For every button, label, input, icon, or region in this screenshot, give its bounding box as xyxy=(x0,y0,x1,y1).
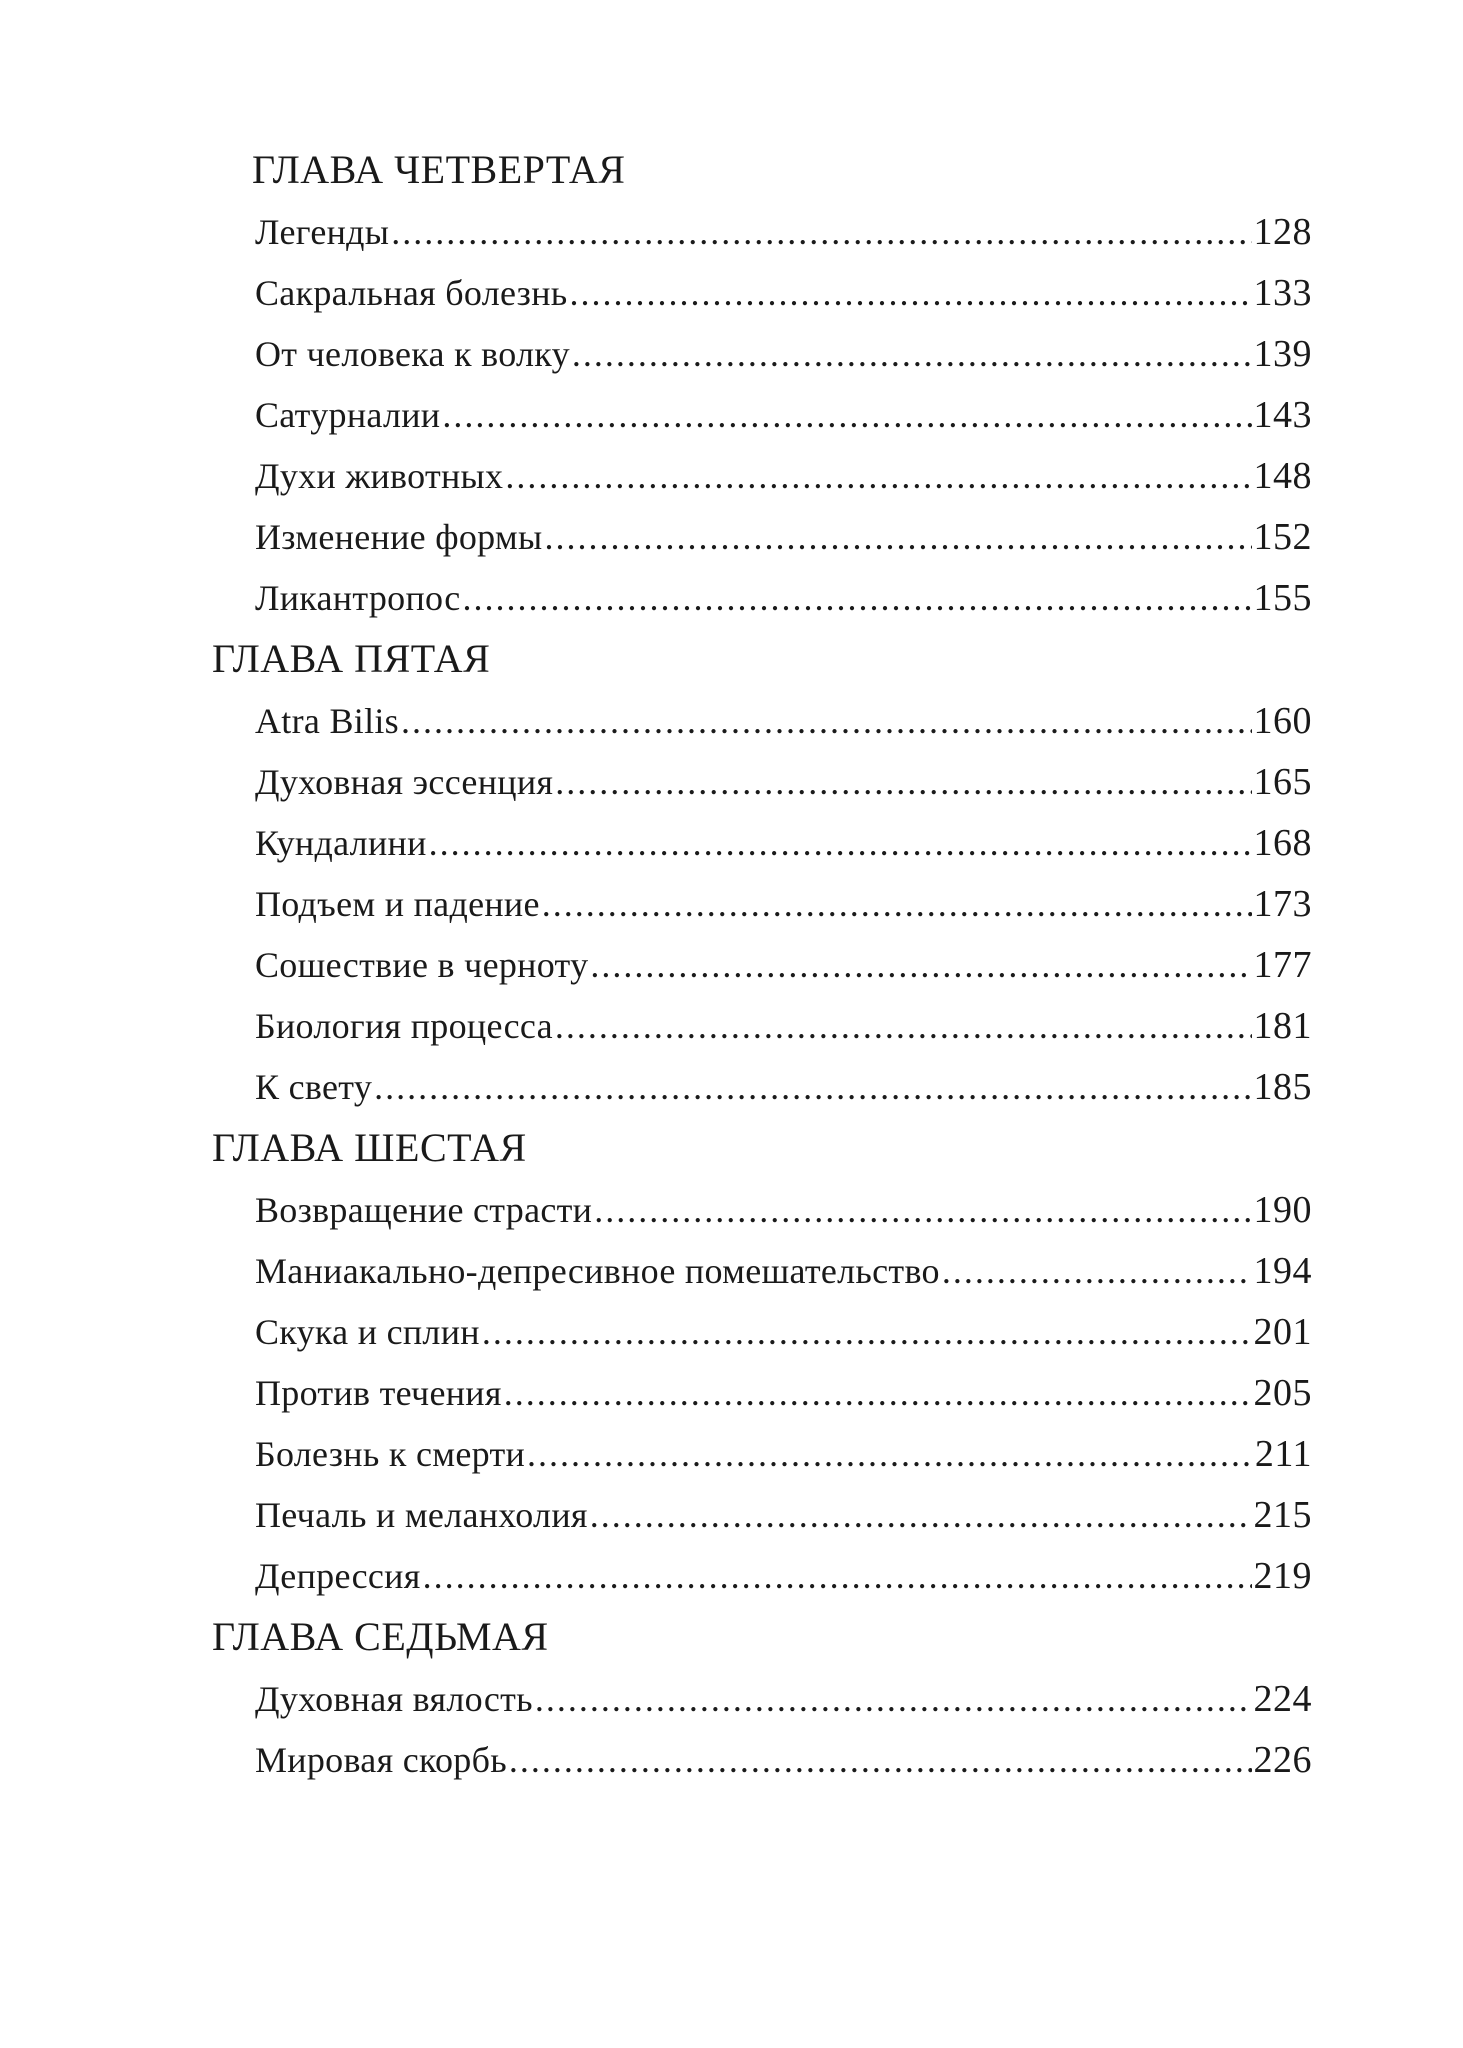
entry-title: Изменение формы xyxy=(255,517,543,557)
toc-entry xyxy=(212,945,1312,985)
entry-title: Кундалини xyxy=(255,823,427,863)
toc-entry xyxy=(212,456,1312,496)
entry-title: Духовная вялость xyxy=(255,1679,533,1719)
toc-entry xyxy=(212,395,1312,435)
entry-page-number: 219 xyxy=(1253,1555,1312,1597)
toc-entry xyxy=(212,273,1312,313)
entry-title: Против течения xyxy=(255,1373,502,1413)
dot-leader xyxy=(942,1251,1252,1291)
entry-page-number: 173 xyxy=(1253,883,1312,925)
entry-title: Биология процесса xyxy=(255,1006,553,1046)
toc-entry xyxy=(212,1434,1312,1474)
dot-leader xyxy=(594,1190,1251,1230)
entry-title: Возвращение страсти xyxy=(255,1190,593,1230)
entry-page-number: 226 xyxy=(1253,1739,1312,1781)
dot-leader xyxy=(505,456,1251,496)
dot-leader xyxy=(391,212,1251,252)
table-of-contents xyxy=(212,147,1312,1801)
chapter-heading: ГЛАВА ШЕСТАЯ xyxy=(212,1125,527,1170)
entry-page-number: 143 xyxy=(1253,394,1312,436)
entry-page-number: 128 xyxy=(1253,211,1312,253)
entry-title: Легенды xyxy=(255,212,390,252)
entry-title: Скука и сплин xyxy=(255,1312,480,1352)
entry-title: Ликантропос xyxy=(255,578,461,618)
dot-leader xyxy=(555,1006,1252,1046)
dot-leader xyxy=(572,334,1252,374)
toc-entry xyxy=(212,762,1312,802)
entry-page-number: 211 xyxy=(1254,1433,1312,1475)
entry-page-number: 177 xyxy=(1253,944,1312,986)
toc-entry xyxy=(212,1312,1312,1352)
dot-leader xyxy=(429,823,1252,863)
toc-entry xyxy=(212,1740,1312,1780)
toc-entry xyxy=(212,334,1312,374)
entry-title: Депрессия xyxy=(255,1556,421,1596)
entry-title: Сакральная болезнь xyxy=(255,273,568,313)
entry-page-number: 139 xyxy=(1253,333,1312,375)
chapter-heading: ГЛАВА ЧЕТВЕРТАЯ xyxy=(252,147,626,192)
chapter-5 xyxy=(212,636,1312,1108)
dot-leader xyxy=(544,517,1251,557)
entry-page-number: 201 xyxy=(1253,1311,1312,1353)
entry-page-number: 215 xyxy=(1253,1494,1312,1536)
dot-leader xyxy=(590,1495,1252,1535)
entry-page-number: 133 xyxy=(1253,272,1312,314)
entry-page-number: 160 xyxy=(1253,700,1312,742)
dot-leader xyxy=(504,1373,1252,1413)
toc-entry xyxy=(212,1067,1312,1107)
chapter-7 xyxy=(212,1614,1312,1781)
dot-leader xyxy=(462,578,1251,618)
entry-title: Маниакально-депресивное помешательство xyxy=(255,1251,940,1291)
toc-entry xyxy=(212,701,1312,741)
entry-page-number: 190 xyxy=(1253,1189,1312,1231)
entry-page-number: 155 xyxy=(1253,577,1312,619)
toc-entry xyxy=(212,1373,1312,1413)
toc-entry xyxy=(212,517,1312,557)
dot-leader xyxy=(401,701,1252,741)
dot-leader xyxy=(570,273,1252,313)
dot-leader xyxy=(590,945,1251,985)
chapter-heading: ГЛАВА СЕДЬМАЯ xyxy=(212,1614,549,1659)
entry-page-number: 152 xyxy=(1253,516,1312,558)
dot-leader xyxy=(509,1740,1252,1780)
dot-leader xyxy=(423,1556,1252,1596)
entry-title: Сошествие в черноту xyxy=(255,945,589,985)
entry-page-number: 165 xyxy=(1253,761,1312,803)
toc-entry xyxy=(212,1251,1312,1291)
entry-title: Духовная эссенция xyxy=(255,762,554,802)
entry-title: Печаль и меланхолия xyxy=(255,1495,588,1535)
entry-title: К свету xyxy=(255,1067,373,1107)
entry-title: Болезнь к смерти xyxy=(255,1434,526,1474)
entry-title: Мировая скорбь xyxy=(255,1740,507,1780)
entry-title: Сатурналии xyxy=(255,395,441,435)
dot-leader xyxy=(542,884,1252,924)
dot-leader xyxy=(442,395,1251,435)
entry-page-number: 205 xyxy=(1253,1372,1312,1414)
entry-page-number: 168 xyxy=(1253,822,1312,864)
toc-entry xyxy=(212,212,1312,252)
toc-entry xyxy=(212,884,1312,924)
dot-leader xyxy=(527,1434,1253,1474)
chapter-4 xyxy=(212,147,1312,619)
toc-entry xyxy=(212,578,1312,618)
dot-leader xyxy=(374,1067,1251,1107)
entry-page-number: 185 xyxy=(1253,1066,1312,1108)
dot-leader xyxy=(482,1312,1252,1352)
chapter-heading: ГЛАВА ПЯТАЯ xyxy=(212,636,491,681)
entry-title: Подъем и падение xyxy=(255,884,540,924)
entry-title: Atra Bilis xyxy=(255,701,399,741)
entry-page-number: 148 xyxy=(1253,455,1312,497)
dot-leader xyxy=(555,762,1251,802)
entry-page-number: 194 xyxy=(1253,1250,1312,1292)
entry-page-number: 224 xyxy=(1253,1678,1312,1720)
entry-title: Духи животных xyxy=(255,456,504,496)
entry-title: От человека к волку xyxy=(255,334,570,374)
chapter-6 xyxy=(212,1125,1312,1597)
toc-entry xyxy=(212,1495,1312,1535)
toc-entry xyxy=(212,1556,1312,1596)
dot-leader xyxy=(535,1679,1252,1719)
toc-entry xyxy=(212,1006,1312,1046)
entry-page-number: 181 xyxy=(1253,1005,1312,1047)
toc-entry xyxy=(212,1190,1312,1230)
toc-entry xyxy=(212,1679,1312,1719)
toc-entry xyxy=(212,823,1312,863)
